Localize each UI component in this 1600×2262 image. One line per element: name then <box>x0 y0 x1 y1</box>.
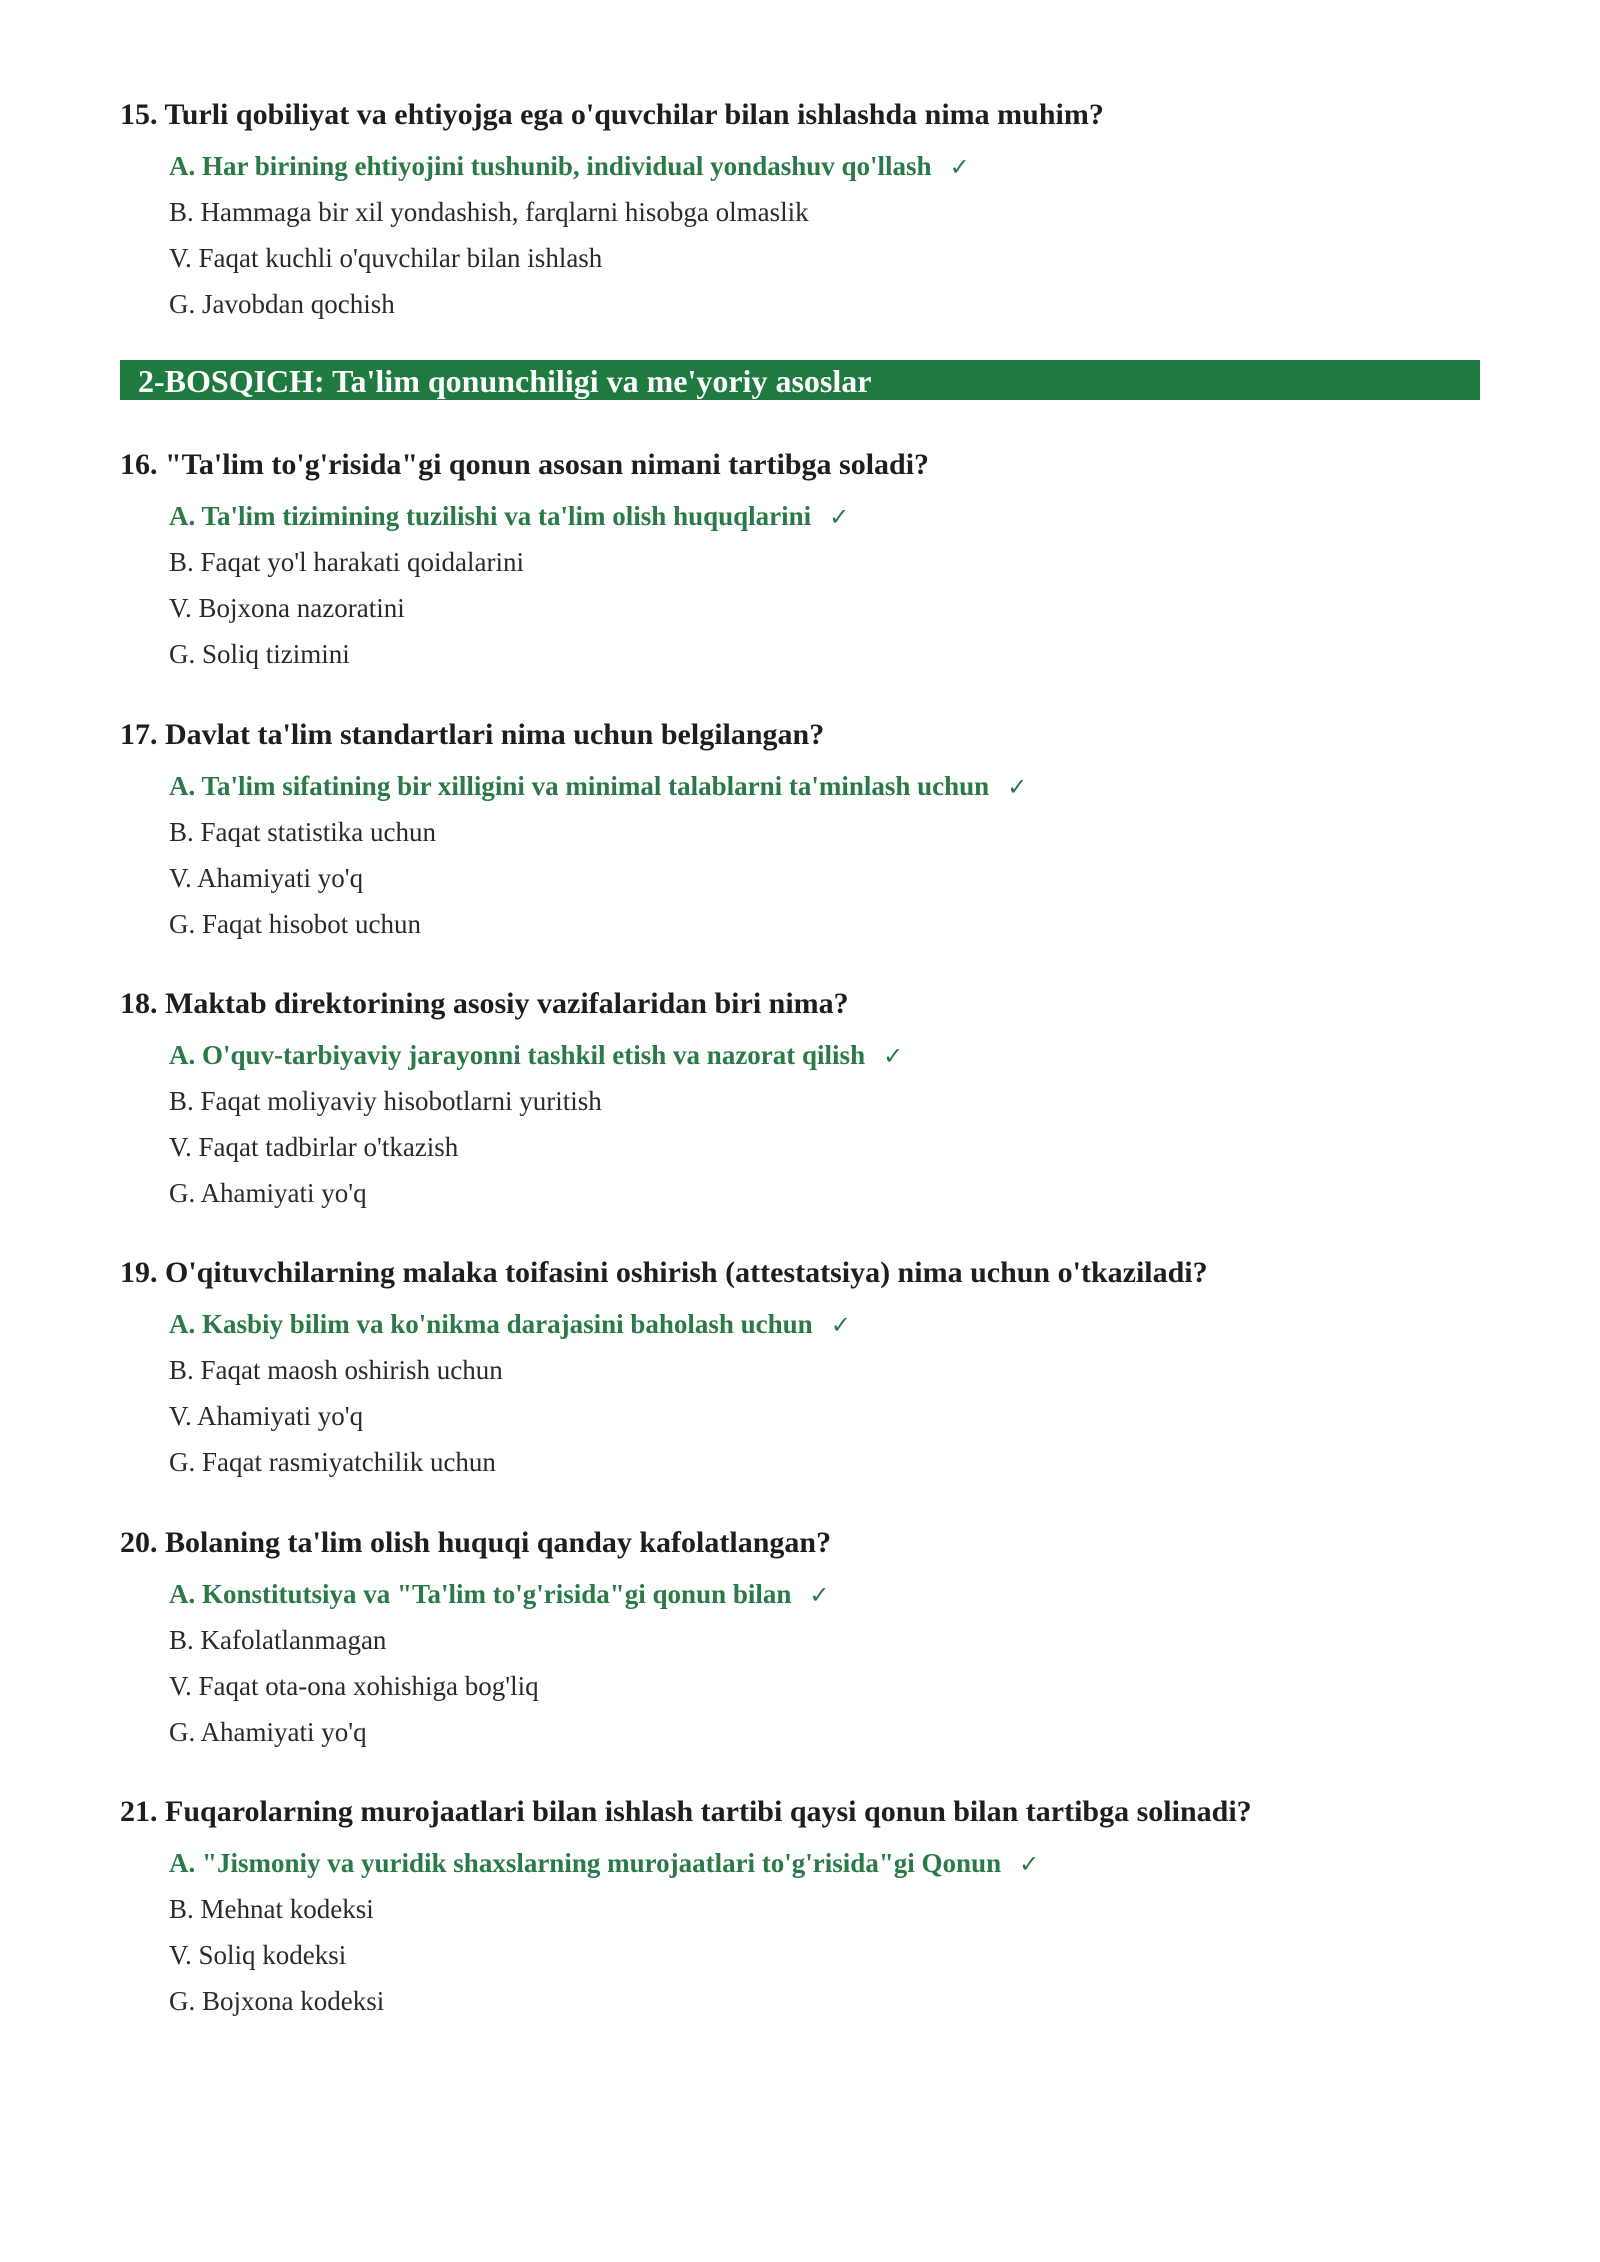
answer-option: G. Ahamiyati yo'q <box>169 1178 367 1208</box>
answer-options <box>120 493 1500 677</box>
option-text: A. O'quv-tarbiyaviy jarayonni tashkil etish va nazorat qilish <box>169 1040 866 1070</box>
answer-option: B. Faqat maosh oshirish uchun <box>169 1355 503 1385</box>
option-text: A. Konstitutsiya va "Ta'lim to'g'risida"gi qonun bilan <box>169 1579 792 1609</box>
question-title: 21. Fuqarolarning murojaatlari bilan ishlash tartibi qaysi qonun bilan tartibga solinadi? <box>120 1795 1252 1828</box>
answer-option: V. Faqat tadbirlar o'tkazish <box>169 1132 459 1162</box>
question-15 <box>120 95 1500 327</box>
answer-option: G. Javobdan qochish <box>169 289 395 319</box>
answer-option: B. Faqat yo'l harakati qoidalarini <box>169 547 525 577</box>
check-icon: ✓ <box>829 503 850 531</box>
answer-option: B. Mehnat kodeksi <box>169 1894 374 1924</box>
check-icon: ✓ <box>1007 773 1028 801</box>
answer-option-correct <box>120 1032 1500 1078</box>
option-text: A. Ta'lim tizimining tuzilishi va ta'lim olish huquqlarini <box>169 501 812 531</box>
answer-option-correct <box>120 1571 1500 1617</box>
question-20 <box>120 1523 1500 1755</box>
answer-option: V. Ahamiyati yo'q <box>169 1401 364 1431</box>
answer-options <box>120 143 1500 327</box>
check-icon: ✓ <box>1019 1850 1040 1878</box>
answer-option: G. Bojxona kodeksi <box>169 1986 385 2016</box>
answer-option-correct <box>120 493 1500 539</box>
question-17 <box>120 715 1500 947</box>
answer-options <box>120 1301 1500 1485</box>
question-16 <box>120 445 1500 677</box>
answer-option: V. Faqat kuchli o'quvchilar bilan ishlash <box>169 243 603 273</box>
answer-option: G. Faqat rasmiyatchilik uchun <box>169 1447 496 1477</box>
answer-option: G. Faqat hisobot uchun <box>169 909 421 939</box>
answer-option: B. Kafolatlanmagan <box>169 1625 387 1655</box>
check-icon: ✓ <box>883 1042 904 1070</box>
answer-option: V. Bojxona nazoratini <box>169 593 405 623</box>
answer-option-correct <box>120 1301 1500 1347</box>
answer-option: B. Faqat moliyaviy hisobotlarni yuritish <box>169 1086 602 1116</box>
question-title: 15. Turli qobiliyat va ehtiyojga ega o'quvchilar bilan ishlashda nima muhim? <box>120 98 1104 131</box>
answer-option: B. Hammaga bir xil yondashish, farqlarni hisobga olmaslik <box>169 197 809 227</box>
question-title: 19. O'qituvchilarning malaka toifasini oshirish (attestatsiya) nima uchun o'tkaziladi? <box>120 1256 1208 1289</box>
answer-option: V. Ahamiyati yo'q <box>169 863 364 893</box>
question-18 <box>120 984 1500 1216</box>
option-text: A. Kasbiy bilim va ko'nikma darajasini baholash uchun <box>169 1309 813 1339</box>
answer-option-correct <box>120 763 1500 809</box>
answer-option: V. Faqat ota-ona xohishiga bog'liq <box>169 1671 539 1701</box>
option-text: A. Ta'lim sifatining bir xilligini va minimal talablarni ta'minlash uchun <box>169 771 990 801</box>
option-text: A. Har birining ehtiyojini tushunib, individual yondashuv qo'llash <box>169 151 932 181</box>
answer-option: G. Ahamiyati yo'q <box>169 1717 367 1747</box>
question-19 <box>120 1253 1500 1485</box>
answer-options <box>120 763 1500 947</box>
answer-option-correct <box>120 1840 1500 1886</box>
question-title: 16. "Ta'lim to'g'risida"gi qonun asosan nimani tartibga soladi? <box>120 448 930 481</box>
check-icon: ✓ <box>949 153 970 181</box>
answer-options <box>120 1571 1500 1755</box>
answer-options <box>120 1032 1500 1216</box>
question-title: 17. Davlat ta'lim standartlari nima uchun belgilangan? <box>120 718 825 751</box>
option-text: A. "Jismoniy va yuridik shaxslarning murojaatlari to'g'risida"gi Qonun <box>169 1848 1002 1878</box>
check-icon: ✓ <box>830 1311 851 1339</box>
answer-option: V. Soliq kodeksi <box>169 1940 347 1970</box>
section-header: 2-BOSQICH: Ta'lim qonunchiligi va me'yoriy asoslar <box>120 360 1480 400</box>
answer-option-correct <box>120 143 1500 189</box>
check-icon: ✓ <box>809 1581 830 1609</box>
question-title: 18. Maktab direktorining asosiy vazifalaridan biri nima? <box>120 987 849 1020</box>
answer-option: G. Soliq tizimini <box>169 639 350 669</box>
answer-options <box>120 1840 1500 2024</box>
question-21 <box>120 1792 1500 2024</box>
answer-option: B. Faqat statistika uchun <box>169 817 436 847</box>
question-title: 20. Bolaning ta'lim olish huquqi qanday kafolatlangan? <box>120 1526 832 1559</box>
